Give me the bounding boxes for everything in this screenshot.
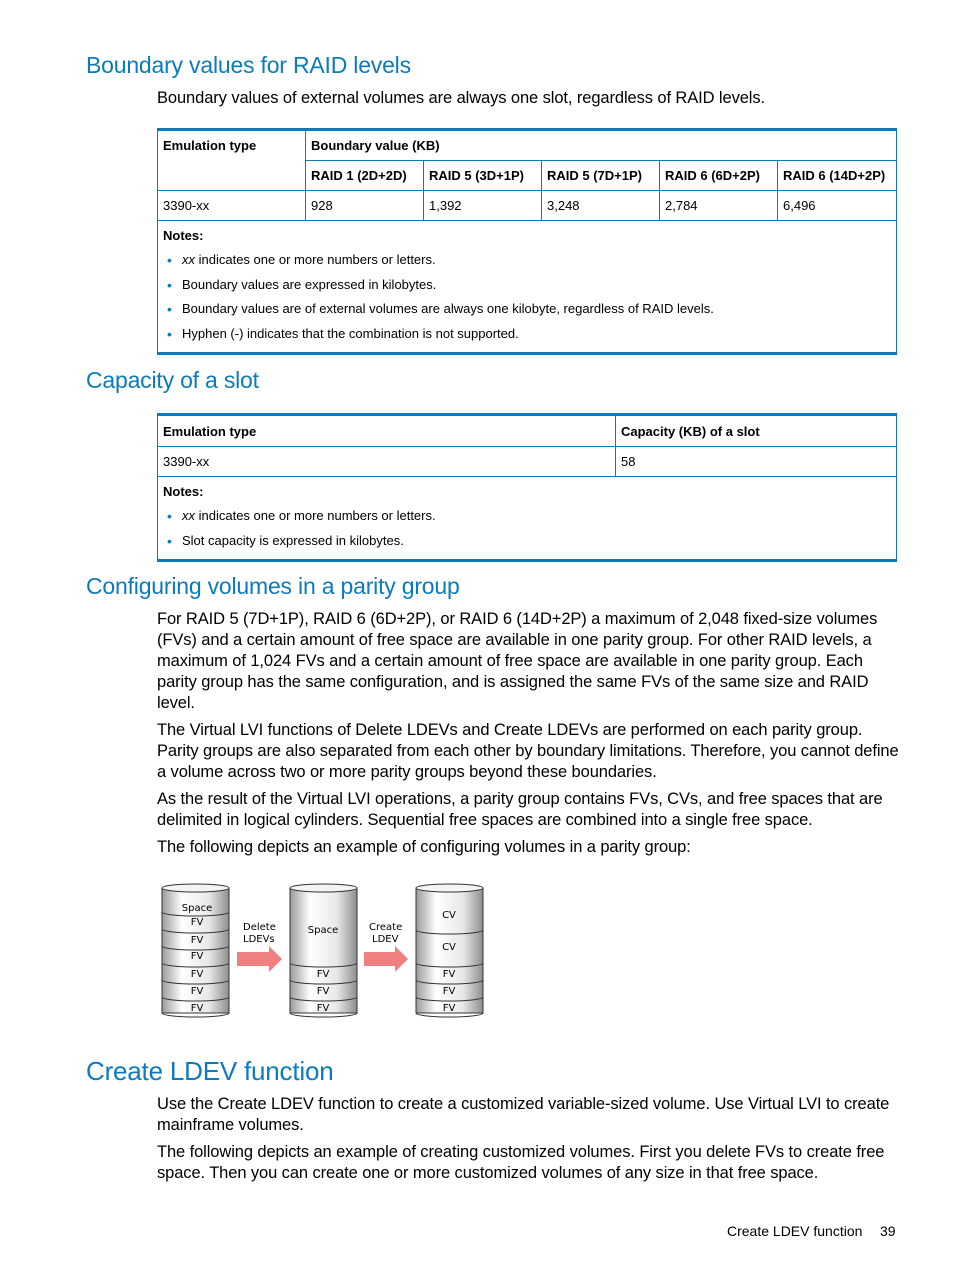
note-item: • xx indicates one or more numbers or letters. bbox=[163, 248, 891, 273]
header-raid: RAID 5 (7D+1P) bbox=[542, 161, 660, 191]
segment-label: CV bbox=[442, 942, 456, 953]
section-heading-create-ldev: Create LDEV function bbox=[86, 1056, 334, 1086]
notes-title: Notes: bbox=[163, 228, 204, 243]
note-item: • Boundary values are of external volumes are always one kilobyte, regardless of RAID levels. bbox=[163, 297, 891, 322]
cell-value: 1,392 bbox=[424, 191, 542, 221]
table-notes bbox=[158, 221, 897, 354]
header-emulation-type: Emulation type bbox=[158, 415, 616, 447]
page-number: 39 bbox=[880, 1223, 896, 1239]
create-ldev-arrow bbox=[364, 922, 408, 972]
segment-label: FV bbox=[316, 969, 330, 980]
arrow-label: LDEV bbox=[372, 934, 399, 945]
section-heading-capacity: Capacity of a slot bbox=[86, 367, 259, 393]
arrow-label: Delete bbox=[243, 922, 276, 933]
segment-label: FV bbox=[190, 969, 204, 980]
boundary-intro: Boundary values of external volumes are always one slot, regardless of RAID levels. bbox=[157, 89, 766, 107]
cell-value: 2,784 bbox=[660, 191, 778, 221]
cylinder-after-create bbox=[416, 884, 483, 1017]
notes-title: Notes: bbox=[163, 484, 204, 499]
cell-value: 928 bbox=[306, 191, 424, 221]
segment-label: FV bbox=[190, 1003, 204, 1014]
header-emulation-type: Emulation type bbox=[158, 130, 306, 191]
segment-label: Space bbox=[307, 925, 339, 936]
header-capacity: Capacity (KB) of a slot bbox=[616, 415, 897, 447]
paragraph: Use the Create LDEV function to create a customized variable-sized volume. Use Virtual LVI to create mainframe volumes. bbox=[157, 1095, 890, 1134]
right-arrow-icon bbox=[237, 946, 282, 972]
paragraph: The following depicts an example of creating customized volumes. First you delete FVs to create free space. Then you can create one or more customized volumes of any size in that free space. bbox=[157, 1143, 885, 1182]
segment-label: CV bbox=[442, 910, 456, 921]
segment-label: FV bbox=[316, 1003, 330, 1014]
footer-title: Create LDEV function bbox=[727, 1223, 863, 1239]
boundary-table bbox=[157, 128, 897, 355]
segment-label: FV bbox=[316, 986, 330, 997]
note-item: • Hyphen (-) indicates that the combination is not supported. bbox=[163, 322, 891, 347]
cell-value: 58 bbox=[616, 447, 897, 477]
arrow-label: LDEVs bbox=[243, 934, 275, 945]
segment-label: Space bbox=[181, 903, 213, 914]
paragraph: For RAID 5 (7D+1P), RAID 6 (6D+2P), or RAID 6 (14D+2P) a maximum of 2,048 fixed-size volumes (FVs) and a certain amount of free space are available in one parity group. For other RAID levels, a maximum of 1,024 FVs and a certain amount of free space are available in one parity group. Each parity group has the same configuration, and is assigned the same FVs of the same size and RAID level. bbox=[157, 610, 878, 712]
note-item: • xx indicates one or more numbers or letters. bbox=[163, 504, 891, 529]
section-heading-boundary: Boundary values for RAID levels bbox=[86, 52, 411, 78]
note-item: • Boundary values are expressed in kilobytes. bbox=[163, 273, 891, 298]
delete-ldevs-arrow bbox=[237, 922, 282, 972]
segment-label: FV bbox=[190, 935, 204, 946]
cell-emulation-type: 3390-xx bbox=[158, 447, 616, 477]
segment-label: FV bbox=[442, 1003, 456, 1014]
segment-label: FV bbox=[190, 951, 204, 962]
cylinder-after-delete bbox=[290, 884, 357, 1017]
paragraph: As the result of the Virtual LVI operations, a parity group contains FVs, CVs, and free spaces that are delimited in logical cylinders. Sequential free spaces are combined into a single free space. bbox=[157, 790, 883, 829]
header-raid: RAID 5 (3D+1P) bbox=[424, 161, 542, 191]
right-arrow-icon bbox=[364, 946, 408, 972]
arrow-label: Create bbox=[369, 922, 403, 933]
capacity-table bbox=[157, 413, 897, 562]
segment-label: FV bbox=[190, 917, 204, 928]
segment-label: FV bbox=[442, 969, 456, 980]
cell-emulation-type: 3390-xx bbox=[158, 191, 306, 221]
section-heading-configuring: Configuring volumes in a parity group bbox=[86, 573, 460, 599]
header-boundary-value: Boundary value (KB) bbox=[306, 130, 897, 161]
table-notes bbox=[158, 477, 897, 561]
paragraph: The Virtual LVI functions of Delete LDEVs and Create LDEVs are performed on each parity group. Parity groups are also separated from each other by boundary limitations. Therefore, you cannot define a volume across two or more parity groups beyond these boundaries. bbox=[157, 721, 899, 781]
parity-group-diagram bbox=[157, 880, 497, 1020]
header-raid: RAID 1 (2D+2D) bbox=[306, 161, 424, 191]
header-raid: RAID 6 (6D+2P) bbox=[660, 161, 778, 191]
cell-value: 6,496 bbox=[778, 191, 897, 221]
table-row bbox=[158, 191, 897, 221]
paragraph: The following depicts an example of configuring volumes in a parity group: bbox=[157, 838, 691, 856]
segment-label: FV bbox=[190, 986, 204, 997]
note-item: • Slot capacity is expressed in kilobytes. bbox=[163, 529, 891, 554]
header-raid: RAID 6 (14D+2P) bbox=[778, 161, 897, 191]
cell-value: 3,248 bbox=[542, 191, 660, 221]
segment-label: FV bbox=[442, 986, 456, 997]
cylinder-before bbox=[162, 884, 229, 1017]
table-row bbox=[158, 447, 897, 477]
